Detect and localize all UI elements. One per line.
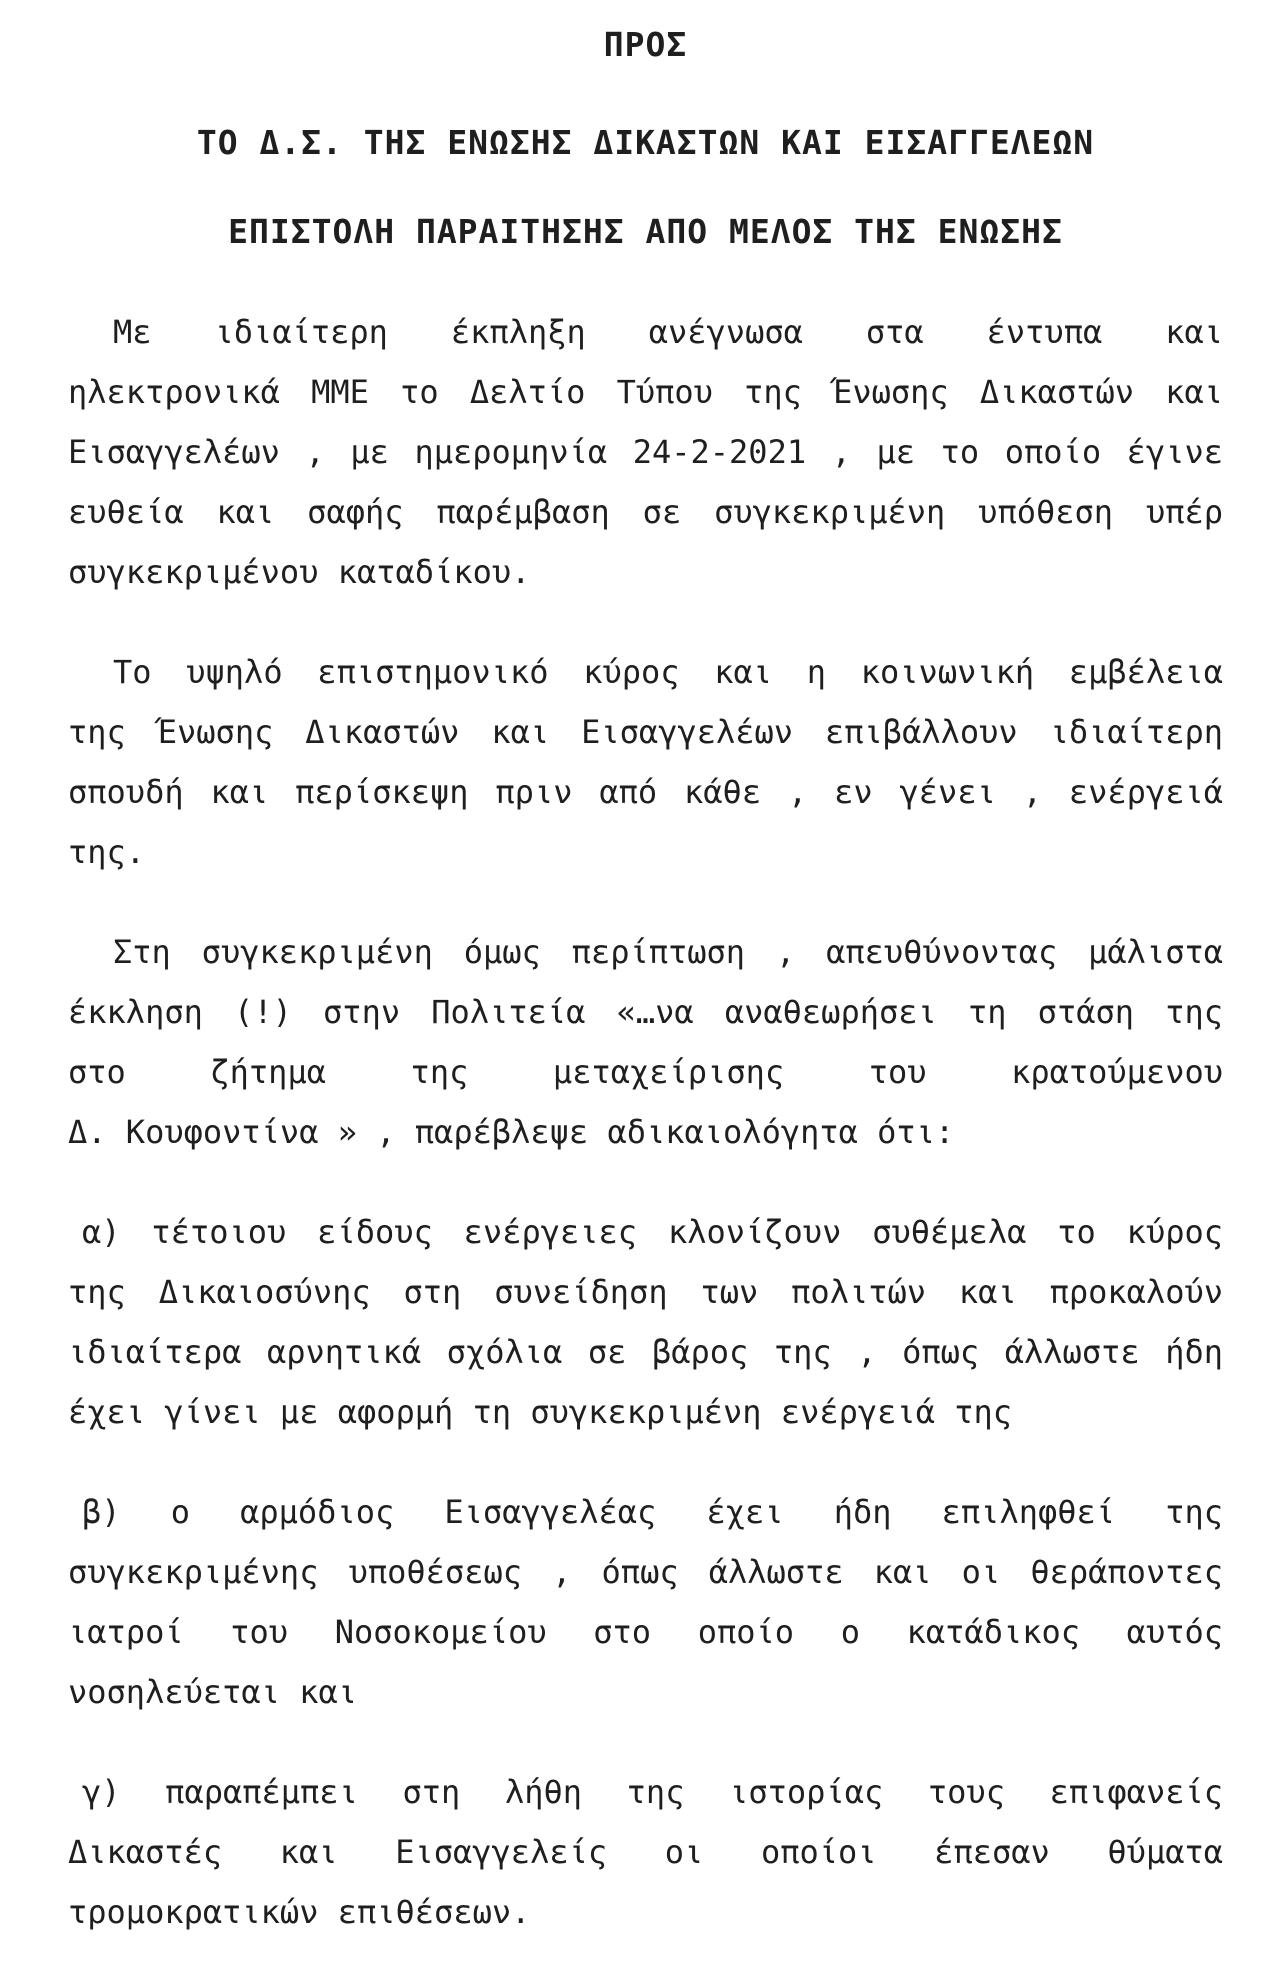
body-line: στο ζήτημα της μεταχείρισης του κρατούμενου — [68, 1053, 1223, 1091]
paragraph-2 — [68, 642, 1223, 882]
body-line: σπουδή και περίσκεψη πριν από κάθε , εν γένει , ενέργειά — [68, 773, 1223, 811]
body-line: έκκληση (!) στην Πολιτεία «…να αναθεωρήσει τη στάση της — [68, 993, 1223, 1031]
body-line: της Δικαιοσύνης στη συνείδηση των πολιτών και προκαλούν — [68, 1273, 1223, 1311]
body-line: έχει γίνει με αφορμή τη συγκεκριμένη ενέργειά της — [68, 1393, 1013, 1431]
body-line: συγκεκριμένης υποθέσεως , όπως άλλωστε και οι θεράποντες — [68, 1553, 1223, 1591]
body-line: Στη συγκεκριμένη όμως περίπτωση , απευθύνοντας μάλιστα — [113, 933, 1223, 971]
body-line: συγκεκριμένου καταδίκου. — [68, 553, 531, 591]
body-line: Το υψηλό επιστημονικό κύρος και η κοινωνική εμβέλεια — [113, 653, 1223, 691]
body-line: τρομοκρατικών επιθέσεων. — [68, 1893, 531, 1931]
body-line: Με ιδιαίτερη έκπληξη ανέγνωσα στα έντυπα και — [113, 313, 1223, 351]
paragraph-1 — [68, 302, 1223, 602]
body-line: γ) παραπέμπει στη λήθη της ιστορίας τους επιφανείς — [82, 1773, 1223, 1811]
body-line: ηλεκτρονικά ΜΜΕ το Δελτίο Τύπου της Ένωσης Δικαστών και — [68, 373, 1223, 411]
body-line: νοσηλεύεται και — [68, 1673, 357, 1711]
body-line: ιδιαίτερα αρνητικά σχόλια σε βάρος της , όπως άλλωστε ήδη — [68, 1333, 1223, 1371]
paragraph-item-a — [68, 1202, 1223, 1442]
body-line: ιατροί του Νοσοκομείου στο οποίο ο κατάδικος αυτός — [68, 1613, 1223, 1651]
paragraph-item-c — [68, 1762, 1223, 1942]
letter-subject: ΕΠΙΣΤΟΛΗ ΠΑΡΑΙΤΗΣΗΣ ΑΠΟ ΜΕΛΟΣ ΤΗΣ ΕΝΩΣΗΣ — [228, 212, 1063, 251]
body-line: της. — [68, 833, 146, 871]
paragraph-3 — [68, 922, 1223, 1162]
body-line: α) τέτοιου είδους ενέργειες κλονίζουν συθέμελα το κύρος — [82, 1213, 1223, 1251]
body-line: Εισαγγελέων , με ημερομηνία 24-2-2021 , με το οποίο έγινε — [68, 433, 1223, 471]
body-line: της Ένωσης Δικαστών και Εισαγγελέων επιβάλλουν ιδιαίτερη — [68, 713, 1223, 751]
body-line: Δ. Κουφοντίνα » , παρέβλεψε αδικαιολόγητα ότι: — [68, 1113, 955, 1151]
letter-recipient: ΤΟ Δ.Σ. ΤΗΣ ΕΝΩΣΗΣ ΔΙΚΑΣΤΩΝ ΚΑΙ ΕΙΣΑΓΓΕΛΕΩΝ — [196, 123, 1095, 162]
body-line: β) ο αρμόδιος Εισαγγελέας έχει ήδη επιληφθεί της — [82, 1493, 1223, 1531]
body-line: ευθεία και σαφής παρέμβαση σε συγκεκριμένη υπόθεση υπέρ — [68, 493, 1223, 531]
paragraph-item-b — [68, 1482, 1223, 1722]
body-line: Δικαστές και Εισαγγελείς οι οποίοι έπεσαν θύματα — [68, 1833, 1223, 1871]
letter-salutation: ΠΡΟΣ — [603, 25, 688, 64]
